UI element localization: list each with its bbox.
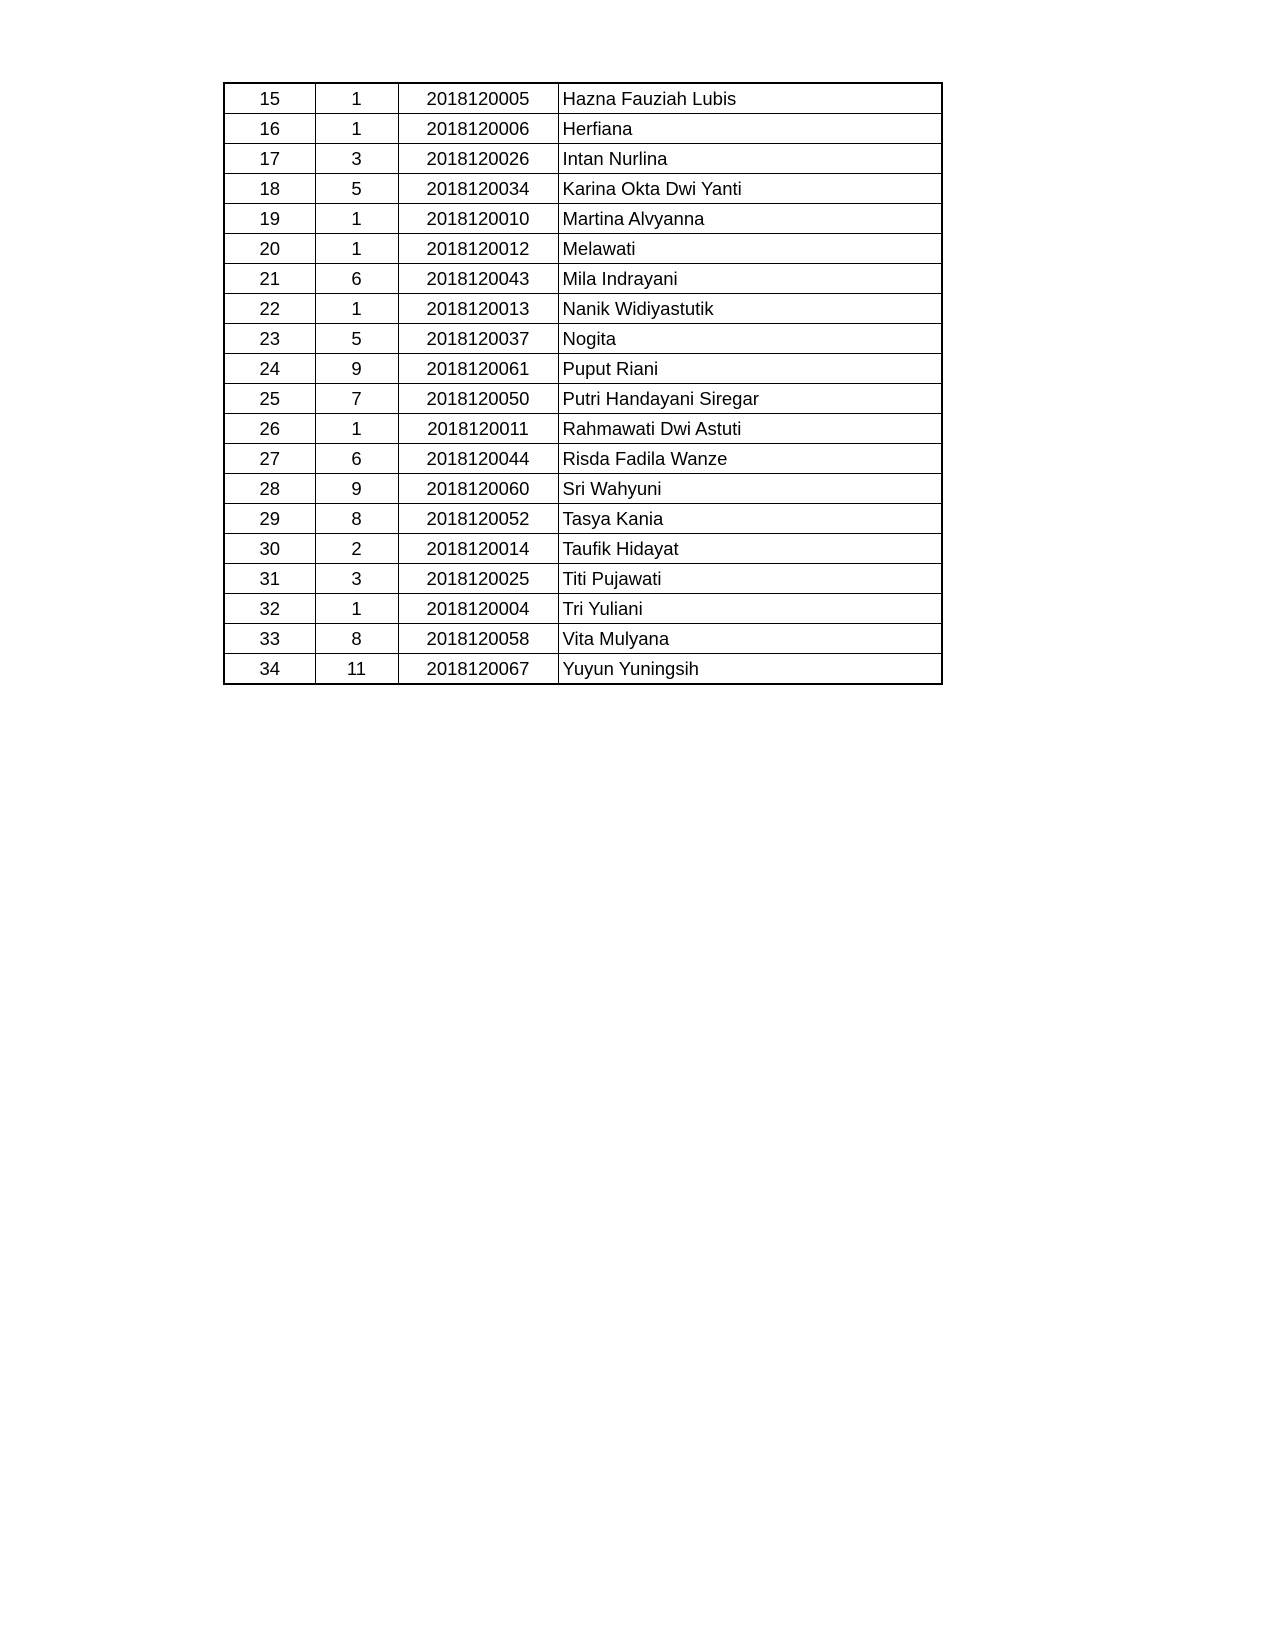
row-number-cell: 26	[224, 414, 315, 444]
student-name-cell: Nanik Widiyastutik	[558, 294, 942, 324]
class-cell: 6	[315, 264, 398, 294]
class-cell: 1	[315, 594, 398, 624]
student-name-cell: Intan Nurlina	[558, 144, 942, 174]
student-name-cell: Hazna Fauziah Lubis	[558, 83, 942, 114]
row-number-cell: 29	[224, 504, 315, 534]
row-number-cell: 22	[224, 294, 315, 324]
table-row	[224, 234, 942, 264]
student-id-cell: 2018120006	[398, 114, 558, 144]
student-id-cell: 2018120052	[398, 504, 558, 534]
student-id-cell: 2018120044	[398, 444, 558, 474]
class-cell: 3	[315, 144, 398, 174]
row-number-cell: 15	[224, 83, 315, 114]
student-name-cell: Putri Handayani Siregar	[558, 384, 942, 414]
row-number-cell: 31	[224, 564, 315, 594]
class-cell: 2	[315, 534, 398, 564]
table-row	[224, 474, 942, 504]
table-row	[224, 384, 942, 414]
student-name-cell: Tasya Kania	[558, 504, 942, 534]
student-name-cell: Titi Pujawati	[558, 564, 942, 594]
student-id-cell: 2018120012	[398, 234, 558, 264]
row-number-cell: 19	[224, 204, 315, 234]
student-id-cell: 2018120005	[398, 83, 558, 114]
table-row	[224, 654, 942, 685]
student-id-cell: 2018120013	[398, 294, 558, 324]
table-row	[224, 144, 942, 174]
table-row	[224, 414, 942, 444]
student-id-cell: 2018120067	[398, 654, 558, 685]
student-id-cell: 2018120010	[398, 204, 558, 234]
table-row	[224, 534, 942, 564]
table-row	[224, 204, 942, 234]
class-cell: 1	[315, 234, 398, 264]
class-cell: 5	[315, 174, 398, 204]
class-cell: 8	[315, 624, 398, 654]
class-cell: 7	[315, 384, 398, 414]
student-id-cell: 2018120026	[398, 144, 558, 174]
row-number-cell: 23	[224, 324, 315, 354]
class-cell: 3	[315, 564, 398, 594]
class-cell: 1	[315, 294, 398, 324]
student-name-cell: Taufik Hidayat	[558, 534, 942, 564]
row-number-cell: 28	[224, 474, 315, 504]
student-id-cell: 2018120061	[398, 354, 558, 384]
row-number-cell: 24	[224, 354, 315, 384]
row-number-cell: 33	[224, 624, 315, 654]
student-name-cell: Mila Indrayani	[558, 264, 942, 294]
row-number-cell: 30	[224, 534, 315, 564]
table-row	[224, 624, 942, 654]
student-id-cell: 2018120034	[398, 174, 558, 204]
student-name-cell: Herfiana	[558, 114, 942, 144]
student-name-cell: Puput Riani	[558, 354, 942, 384]
student-table-body	[224, 83, 942, 684]
student-id-cell: 2018120014	[398, 534, 558, 564]
student-name-cell: Risda Fadila Wanze	[558, 444, 942, 474]
student-id-cell: 2018120060	[398, 474, 558, 504]
student-id-cell: 2018120004	[398, 594, 558, 624]
table-row	[224, 294, 942, 324]
row-number-cell: 32	[224, 594, 315, 624]
class-cell: 5	[315, 324, 398, 354]
table-row	[224, 174, 942, 204]
student-id-cell: 2018120058	[398, 624, 558, 654]
student-name-cell: Sri Wahyuni	[558, 474, 942, 504]
table-row	[224, 114, 942, 144]
class-cell: 1	[315, 414, 398, 444]
student-table	[223, 82, 943, 685]
row-number-cell: 17	[224, 144, 315, 174]
student-name-cell: Vita Mulyana	[558, 624, 942, 654]
table-row	[224, 83, 942, 114]
student-name-cell: Melawati	[558, 234, 942, 264]
class-cell: 8	[315, 504, 398, 534]
student-name-cell: Rahmawati Dwi Astuti	[558, 414, 942, 444]
table-row	[224, 264, 942, 294]
class-cell: 11	[315, 654, 398, 685]
row-number-cell: 21	[224, 264, 315, 294]
class-cell: 1	[315, 83, 398, 114]
row-number-cell: 16	[224, 114, 315, 144]
class-cell: 6	[315, 444, 398, 474]
student-name-cell: Karina Okta Dwi Yanti	[558, 174, 942, 204]
class-cell: 1	[315, 114, 398, 144]
row-number-cell: 27	[224, 444, 315, 474]
table-row	[224, 444, 942, 474]
table-row	[224, 594, 942, 624]
class-cell: 9	[315, 354, 398, 384]
row-number-cell: 25	[224, 384, 315, 414]
table-row	[224, 564, 942, 594]
student-name-cell: Martina Alvyanna	[558, 204, 942, 234]
student-id-cell: 2018120025	[398, 564, 558, 594]
student-id-cell: 2018120037	[398, 324, 558, 354]
table-row	[224, 504, 942, 534]
row-number-cell: 18	[224, 174, 315, 204]
student-name-cell: Nogita	[558, 324, 942, 354]
student-name-cell: Yuyun Yuningsih	[558, 654, 942, 685]
student-id-cell: 2018120050	[398, 384, 558, 414]
table-row	[224, 354, 942, 384]
row-number-cell: 34	[224, 654, 315, 685]
row-number-cell: 20	[224, 234, 315, 264]
class-cell: 9	[315, 474, 398, 504]
table-row	[224, 324, 942, 354]
student-id-cell: 2018120043	[398, 264, 558, 294]
student-id-cell: 2018120011	[398, 414, 558, 444]
student-name-cell: Tri Yuliani	[558, 594, 942, 624]
class-cell: 1	[315, 204, 398, 234]
